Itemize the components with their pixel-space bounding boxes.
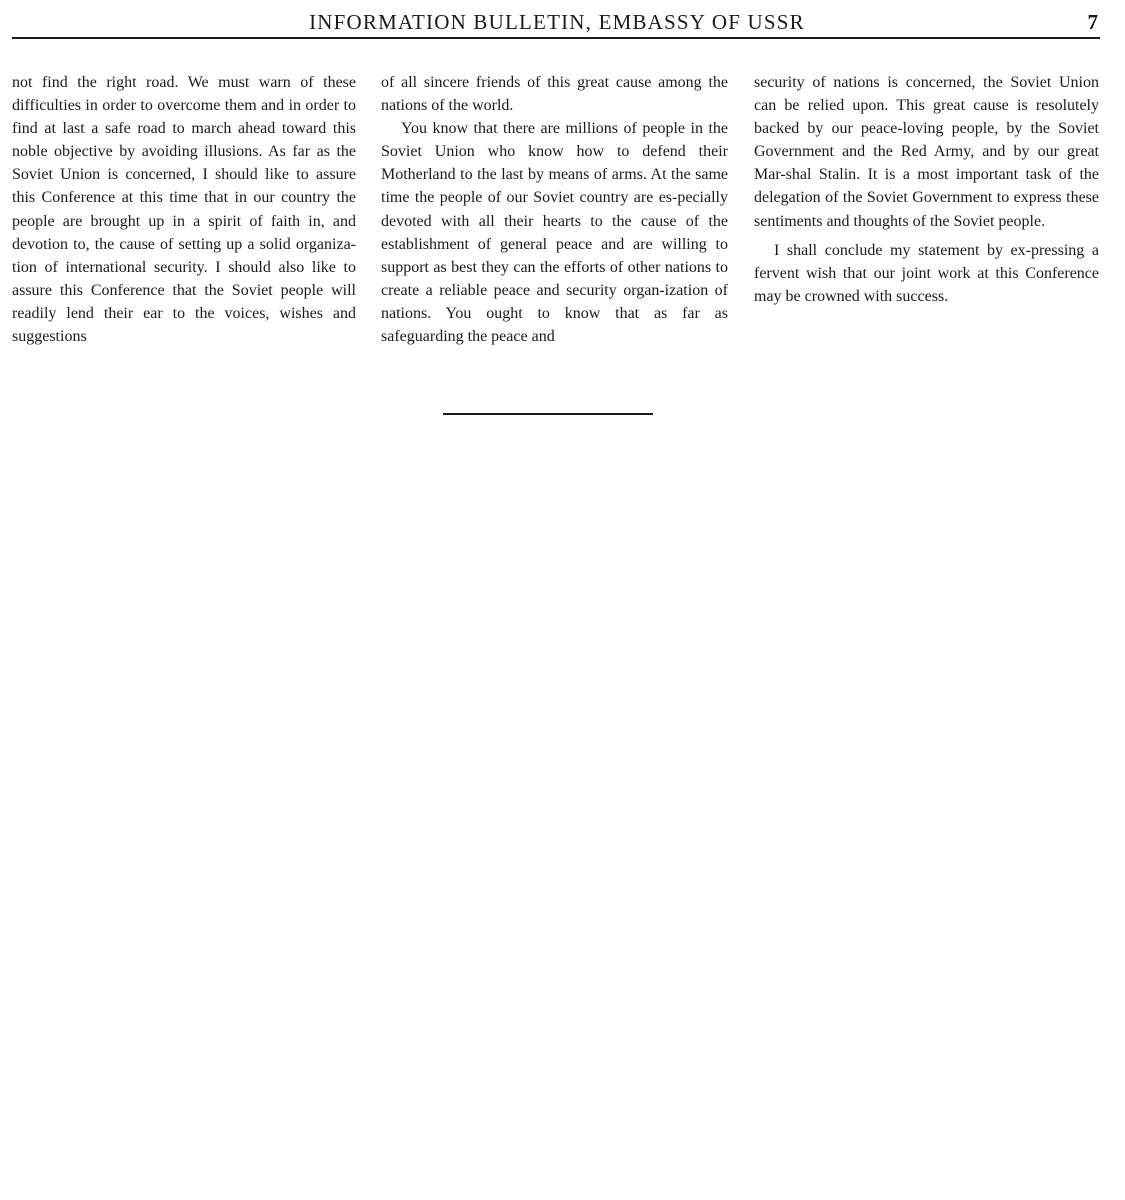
text-column-1 <box>12 71 356 348</box>
page-header <box>12 8 1102 38</box>
article-end-rule <box>443 413 653 415</box>
text-column-2 <box>381 71 728 348</box>
running-title: INFORMATION BULLETIN, EMBASSY OF USSR <box>309 10 805 34</box>
header-rule <box>12 37 1100 39</box>
paragraph: not find the right road. We must warn of these difficulties in order to overcome them and in order to find at last a safe road to march ahead toward this noble objective by avoiding illusions. As far as the Soviet Union is concerned, I should like to assure this Conference at this time that in our country the people are brought up in a spirit of faith in, and devotion to, the cause of setting up a solid organiza-tion of international security. I should also like to assure this Conference that the Soviet people will readily lend their ear to the voices, wishes and suggestions <box>12 74 356 346</box>
page-number: 7 <box>1087 10 1098 34</box>
text-column-3 <box>754 71 1099 308</box>
paragraph: of all sincere friends of this great cause among the nations of the world. <box>381 74 728 115</box>
paragraph: I shall conclude my statement by ex-pressing a fervent wish that our joint work at this Conference may be crowned with success. <box>754 241 1099 305</box>
paragraph: security of nations is concerned, the Soviet Union can be relied upon. This great cause is resolutely backed by our peace-loving people, by the Soviet Government and the Red Army, and by our great Mar-shal Stalin. It is a most important task of the delegation of the Soviet Government to express these sentiments and thoughts of the Soviet people. <box>754 74 1099 230</box>
paragraph: You know that there are millions of people in the Soviet Union who know how to defend their Motherland to the last by means of arms. At the same time the people of our Soviet country are es-pecially devoted with all their hearts to the cause of the establishment of general peace and are willing to support as best they can the efforts of other nations to create a reliable peace and security organ-ization of nations. You ought to know that as far as safeguarding the peace and <box>381 120 728 346</box>
